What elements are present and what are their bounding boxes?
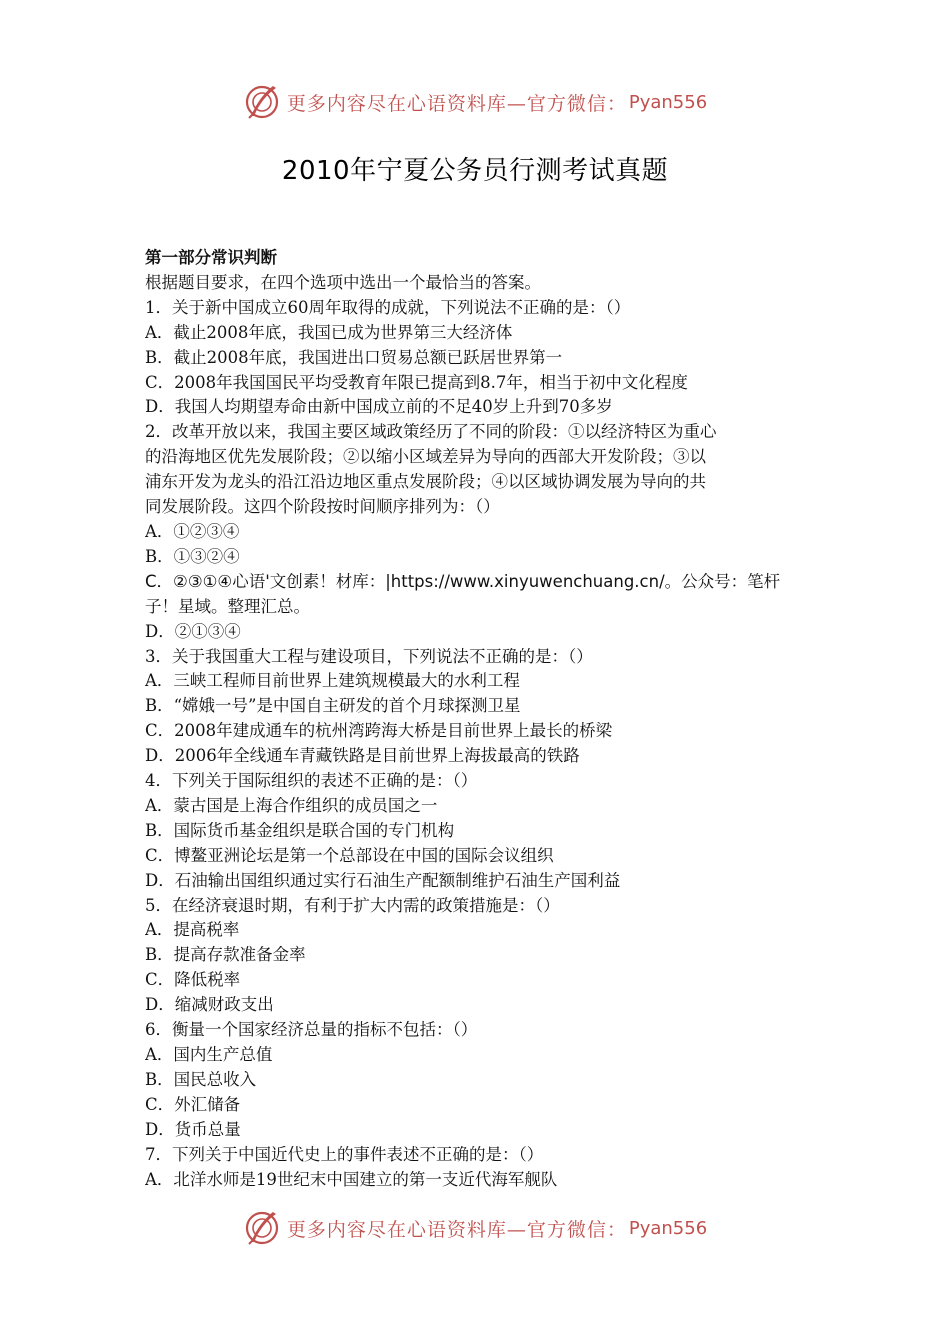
question-stem-line: 浦东开发为龙头的沿江沿边地区重点发展阶段；④以区域协调发展为导向的共 (145, 472, 706, 492)
footer-watermark-banner (0, 1208, 950, 1248)
document-body (145, 246, 810, 1192)
answer-option: A．三峡工程师目前世界上建筑规模最大的水利工程 (145, 671, 520, 691)
answer-option: C．2008年建成通车的杭州湾跨海大桥是目前世界上最长的桥梁 (145, 721, 613, 741)
answer-option: C．2008年我国国民平均受教育年限已提高到8.7年，相当于初中文化程度 (145, 372, 688, 392)
answer-option: B．“嫦娥一号”是中国自主研发的首个月球探测卫星 (145, 696, 521, 716)
banner-text: 更多内容尽在心语资料库—官方微信： (286, 92, 627, 115)
answer-option: C．降低税率 (145, 970, 241, 990)
instructions: 根据题目要求，在四个选项中选出一个最恰当的答案。 (145, 272, 541, 292)
question-stem: 4．下列关于国际组织的表述不正确的是：（） (145, 771, 478, 791)
question-stem: 3．关于我国重大工程与建设项目，下列说法不正确的是：（） (145, 646, 593, 666)
question-stem: 7．下列关于中国近代史上的事件表述不正确的是：（） (145, 1144, 544, 1164)
answer-option: B．①③②④ (145, 546, 240, 566)
answer-option: C．外汇储备 (145, 1094, 241, 1114)
answer-option: B．国际货币基金组织是联合国的专门机构 (145, 820, 455, 840)
quill-pen-logo-icon (243, 1208, 283, 1248)
question-stem: 5．在经济衰退时期，有利于扩大内需的政策措施是：（） (145, 895, 560, 915)
answer-option-with-promo: C．②③①④心语'文创素！材库：|https://www.xinyuwenchuang.cn/。公众号：笔杆子！星域。整理汇总。 (145, 571, 781, 616)
question-stem: 1．关于新中国成立60周年取得的成就，下列说法不正确的是：（） (145, 297, 631, 317)
answer-option: C．博鳌亚洲论坛是第一个总部设在中国的国际会议组织 (145, 845, 554, 865)
answer-option: D．2006年全线通车青藏铁路是目前世界上海拔最高的铁路 (145, 746, 580, 766)
answer-option: B．截止2008年底，我国进出口贸易总额已跃居世界第一 (145, 347, 563, 367)
answer-option: A．提高税率 (145, 920, 240, 940)
answer-option: D．②①③④ (145, 621, 241, 641)
header-watermark-banner (0, 82, 950, 122)
answer-option: D．我国人均期望寿命由新中国成立前的不足40岁上升到70多岁 (145, 397, 613, 417)
page-title: 2010年宁夏公务员行测考试真题 (281, 156, 669, 186)
quill-pen-logo-icon (243, 82, 283, 122)
answer-option: D．货币总量 (145, 1119, 241, 1139)
answer-option: A．①②③④ (145, 521, 240, 541)
answer-option: A．截止2008年底，我国已成为世界第三大经济体 (145, 322, 513, 342)
question-stem-line: 2．改革开放以来，我国主要区域政策经历了不同的阶段：①以经济特区为重心 (145, 422, 717, 442)
answer-option: A．蒙古国是上海合作组织的成员国之一 (145, 795, 438, 815)
answer-option: A．北洋水师是19世纪末中国建立的第一支近代海军舰队 (145, 1169, 558, 1189)
answer-option: D．缩减财政支出 (145, 995, 274, 1015)
section-heading: 第一部分常识判断 (145, 248, 277, 267)
answer-option: D．石油输出国组织通过实行石油生产配额制维护石油生产国利益 (145, 870, 621, 890)
question-stem-line: 的沿海地区优先发展阶段；②以缩小区域差异为导向的西部大开发阶段；③以 (145, 447, 706, 467)
question-stem: 6．衡量一个国家经济总量的指标不包括：（） (145, 1020, 478, 1040)
answer-option: A．国内生产总值 (145, 1045, 273, 1064)
answer-option: B．提高存款准备金率 (145, 945, 306, 965)
banner-text: 更多内容尽在心语资料库—官方微信： (286, 1218, 627, 1241)
banner-wechat-id: Pyan556 (628, 91, 708, 113)
answer-option: B．国民总收入 (145, 1069, 257, 1089)
banner-wechat-id: Pyan556 (628, 1217, 708, 1239)
question-stem-line: 同发展阶段。这四个阶段按时间顺序排列为：（） (145, 497, 500, 517)
